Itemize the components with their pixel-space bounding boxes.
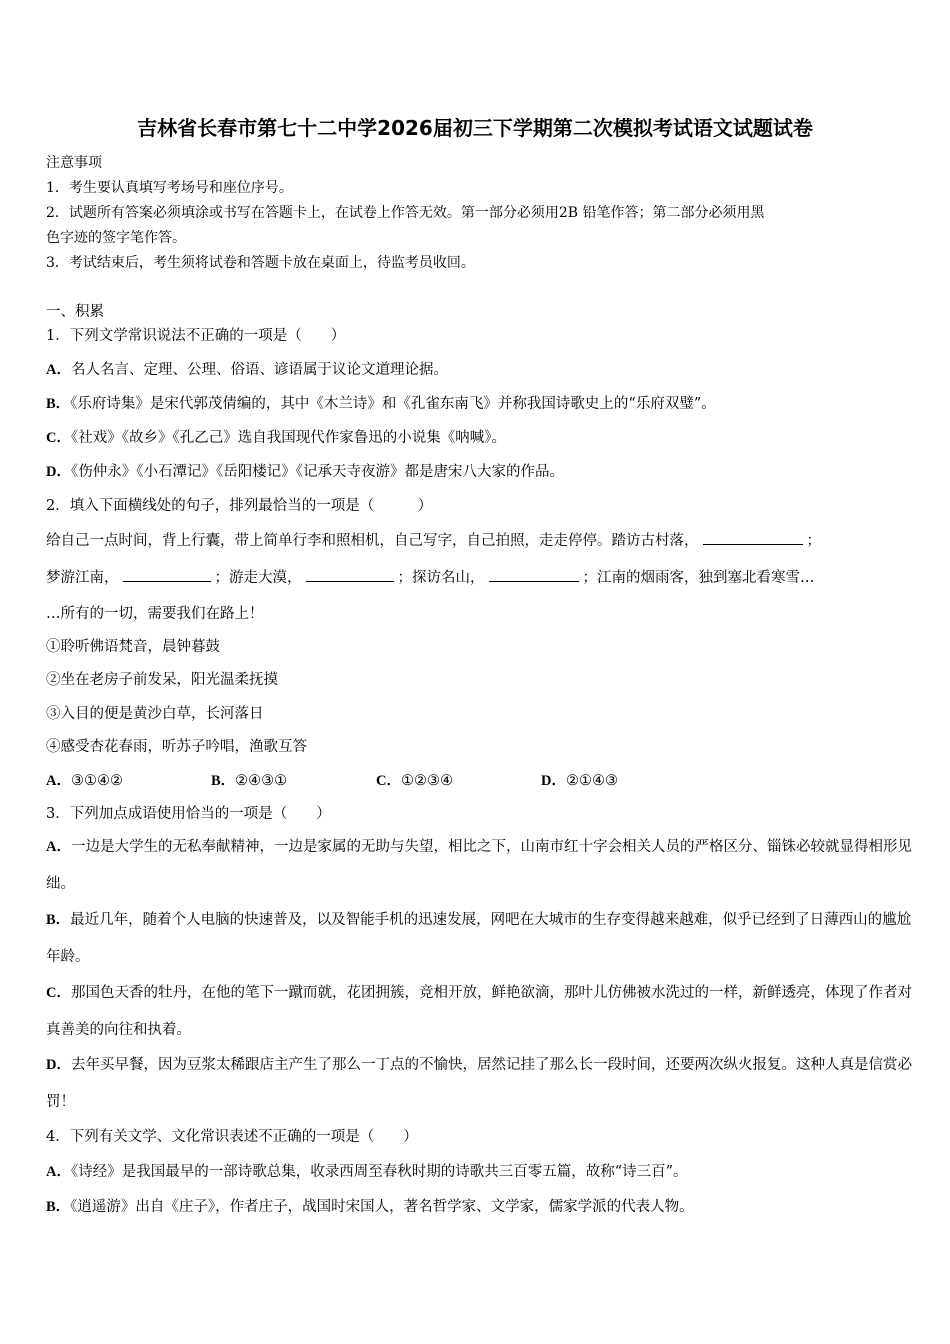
option-text: ②④③① bbox=[235, 773, 288, 789]
passage-text: ；江南的烟雨客，独到塞北看寒雪… bbox=[582, 570, 815, 586]
option-text: 名人名言、定理、公理、俗语、谚语属于议论文道理论据。 bbox=[70, 362, 448, 378]
q2-passage-line: …所有的一切，需要我们在路上！ bbox=[46, 606, 264, 622]
option-text: 《逍遥游》出自《庄子》，作者庄子，战国时宋国人，著名哲学家、文学家，儒家学派的代表人物。 bbox=[70, 1199, 694, 1215]
passage-text: 给自己一点时间，背上行囊，带上简单行李和照相机，自己写字，自己拍照，走走停停。踏访古村落， bbox=[46, 533, 699, 549]
q2-sentence: ②坐在老房子前发呆，阳光温柔抚摸 bbox=[46, 672, 278, 688]
option-text: ②①④③ bbox=[565, 773, 618, 789]
q3-stem: 3．下列加点成语使用恰当的一项是（ ） bbox=[46, 806, 331, 822]
q2-option-a bbox=[46, 771, 211, 791]
q2-passage-line bbox=[46, 567, 916, 588]
option-label: D． bbox=[541, 773, 566, 789]
passage-text: ；游走大漠， bbox=[214, 570, 302, 586]
q4-stem: 4．下列有关文学、文化常识表述不正确的一项是（ ） bbox=[46, 1129, 418, 1145]
notes-item: 3．考试结束后，考生须将试卷和答题卡放在桌面上，待监考员收回。 bbox=[46, 255, 475, 271]
option-text: ①②③④ bbox=[400, 773, 453, 789]
option-text: 最近几年，随着个人电脑的快速普及，以及智能手机的迅速发展，网吧在大城市的生存变得越来越难，似乎已经到了日薄西山的尴尬年龄。 bbox=[46, 912, 912, 965]
q2-choices bbox=[46, 771, 916, 791]
q2-passage-line bbox=[46, 530, 916, 551]
fill-blank bbox=[489, 567, 579, 582]
q3-option-b bbox=[46, 902, 916, 976]
q1-stem: 1．下列文学常识说法不正确的一项是（ ） bbox=[46, 328, 346, 344]
option-text: 《社戏》《故乡》《孔乙己》选自我国现代作家鲁迅的小说集《呐喊》。 bbox=[70, 430, 506, 446]
option-label: B． bbox=[46, 396, 71, 412]
option-text: 《伤仲永》《小石潭记》《岳阳楼记》《记承天寺夜游》都是唐宋八大家的作品。 bbox=[70, 464, 564, 480]
option-text: 去年买早餐，因为豆浆太稀跟店主产生了那么一丁点的不愉快，居然记挂了那么长一段时间，还要两次纵火报复。这种人真是信赏必罚！ bbox=[46, 1057, 912, 1110]
q2-option-b bbox=[211, 771, 376, 791]
fill-blank bbox=[703, 530, 803, 545]
notes-item: 1．考生要认真填写考场号和座位序号。 bbox=[46, 180, 293, 196]
q2-sentence: ①聆听佛语梵音，晨钟暮鼓 bbox=[46, 639, 220, 655]
q2-option-d bbox=[541, 771, 618, 791]
q3-option-d bbox=[46, 1047, 916, 1121]
option-label: A． bbox=[46, 839, 71, 855]
notes-heading: 注意事项 bbox=[46, 155, 102, 171]
option-label: C． bbox=[376, 773, 401, 789]
option-label: C． bbox=[46, 985, 71, 1001]
q4-option-a bbox=[46, 1162, 916, 1182]
q1-option-b bbox=[46, 394, 916, 414]
fill-blank bbox=[123, 567, 211, 582]
section-heading: 一、积累 bbox=[46, 304, 104, 320]
passage-text: ； bbox=[806, 533, 821, 549]
q2-option-c bbox=[376, 771, 541, 791]
q3-option-c bbox=[46, 975, 916, 1049]
q1-option-d bbox=[46, 462, 916, 482]
option-label: B． bbox=[46, 1199, 71, 1215]
q1-option-a bbox=[46, 360, 916, 380]
option-text: 一边是大学生的无私奉献精神，一边是家属的无助与失望，相比之下，山南市红十字会相关人员的严格区分、锱铢必较就显得相形见绌。 bbox=[46, 839, 912, 892]
q2-stem: 2．填入下面横线处的句子，排列最恰当的一项是（ ） bbox=[46, 498, 433, 514]
option-label: D． bbox=[46, 1057, 71, 1073]
option-text: 《诗经》是我国最早的一部诗歌总集，收录西周至春秋时期的诗歌共三百零五篇，故称“诗三百”。 bbox=[70, 1164, 688, 1180]
option-label: B． bbox=[46, 912, 71, 928]
option-text: ③①④② bbox=[70, 773, 123, 789]
notes-item: 2．试题所有答案必须填涂或书写在答题卡上，在试卷上作答无效。第一部分必须用2B 铅笔作答；第二部分必须用黑 bbox=[46, 205, 765, 221]
passage-text: 梦游江南， bbox=[46, 570, 119, 586]
notes-item: 色字迹的签字笔作答。 bbox=[46, 230, 186, 246]
passage-text: ；探访名山， bbox=[397, 570, 485, 586]
q2-sentence: ③入目的便是黄沙白草，长河落日 bbox=[46, 706, 264, 722]
fill-blank bbox=[306, 567, 394, 582]
option-label: A． bbox=[46, 773, 71, 789]
q3-option-a bbox=[46, 829, 916, 903]
option-label: B． bbox=[211, 773, 236, 789]
q2-sentence: ④感受杏花春雨，听苏子吟唱，渔歌互答 bbox=[46, 739, 307, 755]
option-label: A． bbox=[46, 1164, 71, 1180]
option-label: C． bbox=[46, 430, 71, 446]
option-label: A． bbox=[46, 362, 71, 378]
option-label: D． bbox=[46, 464, 71, 480]
option-text: 那国色天香的牡丹，在他的笔下一蹴而就，花团拥簇，竞相开放，鲜艳欲滴，那叶儿仿佛被水洗过的一样，新鲜透亮，体现了作者对真善美的向往和执着。 bbox=[46, 985, 912, 1038]
page-title: 吉林省长春市第七十二中学2026届初三下学期第二次模拟考试语文试题试卷 bbox=[137, 116, 813, 140]
option-text: 《乐府诗集》是宋代郭茂倩编的，其中《木兰诗》和《孔雀东南飞》并称我国诗歌史上的“乐府双璧”。 bbox=[70, 396, 716, 412]
q4-option-b bbox=[46, 1197, 916, 1217]
q1-option-c bbox=[46, 428, 916, 448]
